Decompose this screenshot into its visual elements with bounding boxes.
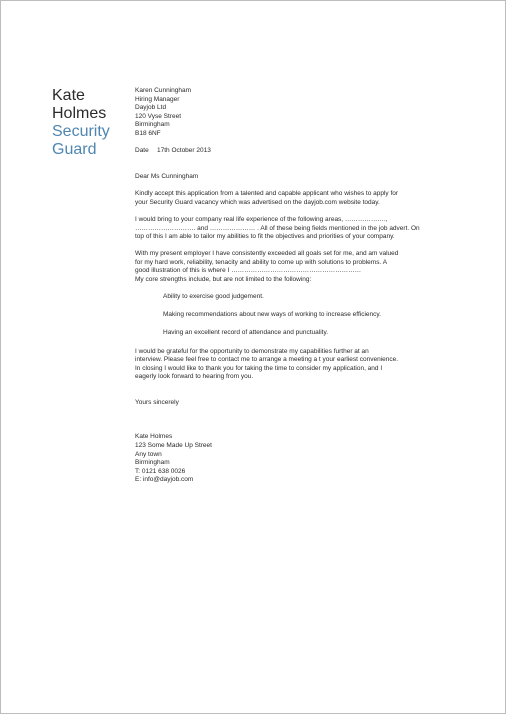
paragraph-intro (135, 190, 435, 207)
paragraph-line: With my present employer I have consistently exceeded all goals set for me, and am valued (135, 250, 399, 258)
salutation: Dear Ms Cunningham (135, 172, 199, 180)
closing-phrase: Yours sincerely (135, 399, 179, 407)
role-line-2: Guard (52, 141, 97, 158)
paragraph-line: ………………………. and ………………… . All of these being fields mentioned in the job advert. On (135, 224, 420, 232)
signature-email: E: info@dayjob.com (135, 476, 194, 484)
recipient-title: Hiring Manager (135, 95, 180, 103)
recipient-company: Dayjob Ltd (135, 104, 167, 112)
recipient-name: Karen Cunningham (135, 87, 192, 94)
paragraph-line: good illustration of this is where I …………………………………………………… (135, 267, 362, 275)
list-item-text: Ability to exercise good judgement. (163, 293, 264, 301)
last-name: Holmes (52, 105, 107, 122)
letter-body (135, 87, 435, 485)
paragraph-line: I would bring to your company real life experience of the following areas, ………………., (135, 215, 388, 223)
paragraph-achievements (135, 250, 435, 284)
paragraph-closing (135, 348, 435, 382)
list-item (135, 311, 435, 320)
recipient-street: 120 Vyse Street (135, 112, 182, 120)
signature-phone: T: 0121 638 0026 (135, 467, 186, 475)
paragraph-line: your Security Guard vacancy which was advertised on the dayjob.com website today. (135, 198, 380, 206)
role-line-1: Security (52, 123, 110, 140)
list-item-text: Having an excellent record of attendance and punctuality. (163, 329, 329, 337)
list-item (135, 293, 435, 302)
paragraph-line: My core strengths include, but are not limited to the following: (135, 276, 312, 284)
paragraph-line: interview. Please feel free to contact me to arrange a meeting a t your earliest convenience. (135, 356, 399, 364)
date-label: Date (135, 147, 149, 155)
recipient-postcode: B18 6NF (135, 129, 161, 137)
paragraph-line: In closing I would like to thank you for taking the time to consider my application, and I (135, 364, 383, 372)
paragraph-line: eagerly look forward to hearing from you. (135, 373, 254, 381)
strengths-list (135, 293, 435, 338)
signature-block (135, 433, 435, 485)
list-item (135, 329, 435, 338)
paragraph-line: Kindly accept this application from a talented and capable applicant who wishes to apply for (135, 190, 399, 198)
paragraph-line: I would be grateful for the opportunity to demonstrate my capabilities further at an (135, 347, 369, 355)
recipient-city: Birmingham (135, 121, 170, 129)
date-value: 17th October 2013 (157, 147, 211, 155)
first-name: Kate (52, 87, 85, 104)
applicant-name-header (52, 87, 110, 159)
signature-street: 123 Some Made Up Street (135, 442, 212, 450)
paragraph-experience (135, 216, 435, 242)
paragraph-line: top of this I am able to tailor my abilities to fit the objectives and priorities of your company. (135, 233, 395, 241)
letter-date (135, 147, 435, 156)
recipient-address (135, 87, 435, 139)
signature-town: Any town (135, 450, 162, 458)
list-item-text: Making recommendations about new ways of working to increase efficiency. (163, 311, 381, 319)
paragraph-line: for my hard work, reliability, tenacity and ability to come up with solutions to problems. A (135, 258, 388, 266)
signature-name: Kate Holmes (135, 433, 173, 441)
signature-city: Birmingham (135, 459, 170, 467)
